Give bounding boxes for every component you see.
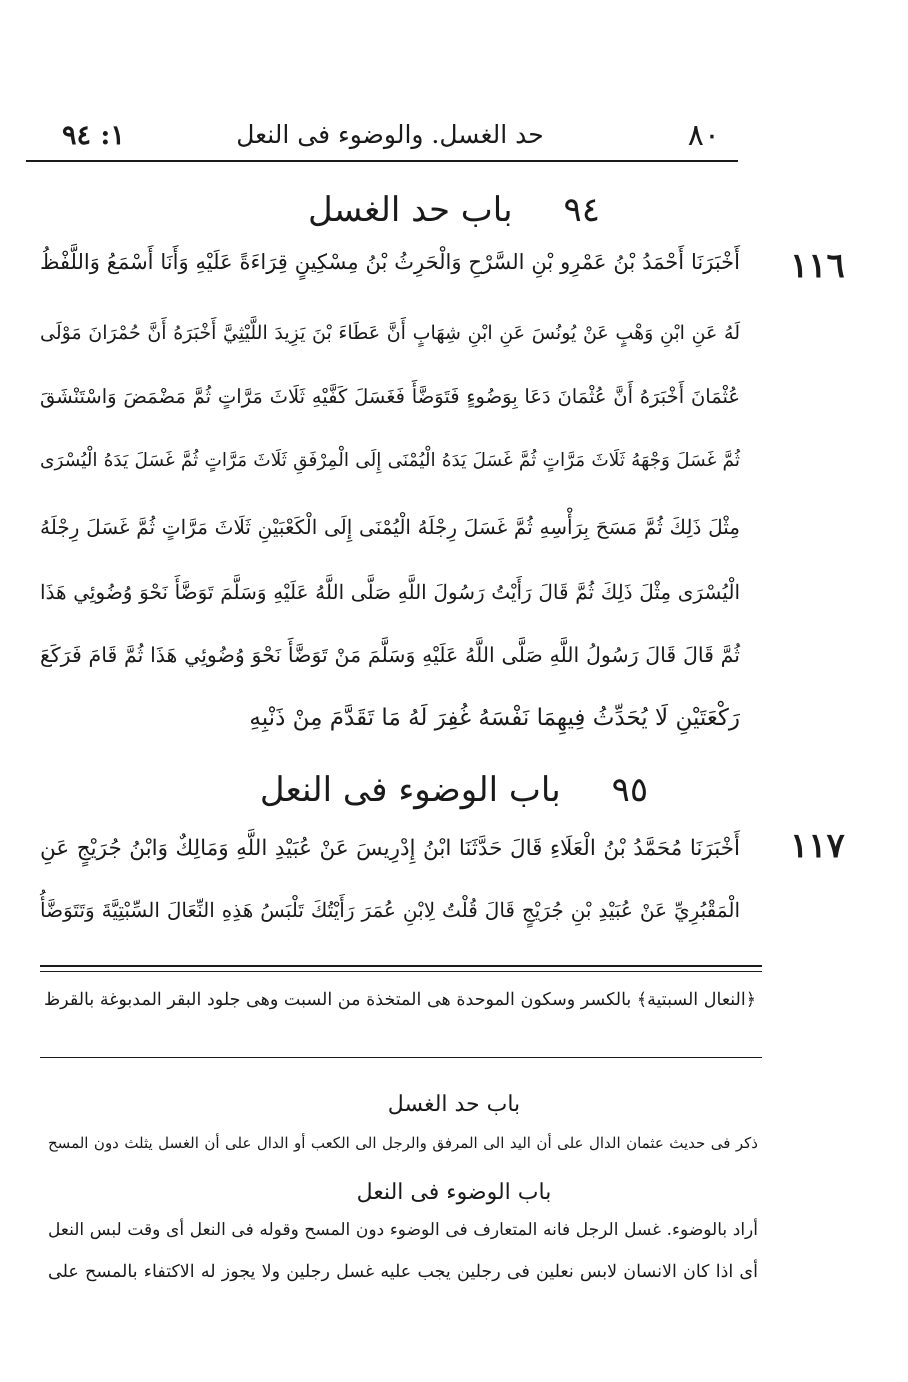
chapter-heading [0, 770, 908, 810]
hadith-line: أَخْبَرَنَا مُحَمَّدُ بْنُ الْعَلَاءِ قَالَ حَدَّثَنَا ابْنُ إِدْرِيسَ عَنْ عُبَيْدِ اللَّهِ وَمَالِكٌ وَابْنُ جُرَيْجٍ عَنِ [40, 836, 740, 861]
hadith-line: ثُمَّ قَالَ قَالَ رَسُولُ اللَّهِ صَلَّى اللَّهُ عَلَيْهِ وَسَلَّمَ مَنْ تَوَضَّأَ نَحْوَ وُضُوئِي هَذَا ثُمَّ قَامَ فَرَكَعَ [40, 643, 740, 667]
hadith-line: الْيُسْرَى مِثْلَ ذَلِكَ ثُمَّ قَالَ رَأَيْتُ رَسُولَ اللَّهِ صَلَّى اللَّهُ عَلَيْهِ وَسَلَّمَ تَوَضَّأَ نَحْوَ وُضُوئِي هَذَا [40, 580, 740, 604]
commentary-line: ذكر فى حديث عثمان الدال على أن اليد الى المرفق والرجل الى الكعب أو الدال على أن الغسل يثلث دون المسح [48, 1134, 758, 1152]
commentary-line: أراد بالوضوء. غسل الرجل فانه المتعارف فى الوضوء دون المسح وقوله فى النعل أى وقت لبس النعل [48, 1220, 758, 1240]
chapter-title: باب الوضوء فى النعل [259, 770, 561, 810]
hadith-line: لَهُ عَنِ ابْنِ وَهْبٍ عَنْ يُونُسَ عَنِ ابْنِ شِهَابٍ أَنَّ عَطَاءَ بْنَ يَزِيدَ اللَّيْثِيَّ أَخْبَرَهُ أَنَّ حُمْرَانَ مَوْلَى [40, 322, 740, 344]
hadith-line: مِثْلَ ذَلِكَ ثُمَّ مَسَحَ بِرَأْسِهِ ثُمَّ غَسَلَ رِجْلَهُ الْيُمْنَى إِلَى الْكَعْبَيْنِ ثَلَاثَ مَرَّاتٍ ثُمَّ غَسَلَ رِجْلَهُ [40, 515, 740, 539]
hadith-number: ١١٧ [790, 826, 845, 866]
hadith-line: الْمَقْبُرِيِّ عَنْ عُبَيْدِ بْنِ جُرَيْجٍ قَالَ قُلْتُ لِابْنِ عُمَرَ رَأَيْتُكَ تَلْبَسُ هَذِهِ النِّعَالَ السِّبْتِيَّةَ وَتَتَوَضَّأُ [40, 898, 740, 922]
running-title: حد الغسل. والوضوء فى النعل [236, 120, 544, 149]
hadith-line: ثُمَّ غَسَلَ وَجْهَهُ ثَلَاثَ مَرَّاتٍ ثُمَّ غَسَلَ يَدَهُ الْيُمْنَى إِلَى الْمِرْفَقِ ثَلَاثَ مَرَّاتٍ ثُمَّ غَسَلَ يَدَهُ الْيُسْرَى [40, 450, 740, 471]
hadith-line: عُثْمَانَ أَخْبَرَهُ أَنَّ عُثْمَانَ دَعَا بِوَضُوءٍ فَتَوَضَّأَ فَغَسَلَ كَفَّيْهِ ثَلَاثَ مَرَّاتٍ ثُمَّ مَضْمَضَ وَاسْتَنْشَقَ [40, 385, 740, 408]
footnote-rule [40, 965, 762, 967]
page-header [40, 112, 740, 160]
hadith-line: رَكْعَتَيْنِ لَا يُحَدِّثُ فِيهِمَا نَفْسَهُ غُفِرَ لَهُ مَا تَقَدَّمَ مِنْ ذَنْبِهِ [249, 705, 740, 731]
footnote: ﴿النعال السبتية﴾ بالكسر وسكون الموحدة هى المتخذة من السبت وهى جلود البقر المدبوغة بالقرظ [44, 990, 756, 1010]
commentary-heading: باب حد الغسل [387, 1092, 521, 1117]
chapter-title: باب حد الغسل [308, 190, 513, 230]
header-rule [26, 160, 738, 162]
commentary-rule [40, 1057, 762, 1058]
chapter-number: ٩٤ [563, 190, 600, 230]
page-number: ٨٠ [687, 118, 720, 153]
chapter-heading [0, 190, 908, 230]
hadith-line: أَخْبَرَنَا أَحْمَدُ بْنُ عَمْرِو بْنِ السَّرْحِ وَالْحَرِثُ بْنُ مِسْكِينٍ قِرَاءَةً عَلَيْهِ وَأَنَا أَسْمَعُ وَاللَّفْظُ [40, 250, 740, 274]
hadith-number: ١١٦ [790, 246, 845, 286]
chapter-number: ٩٥ [611, 770, 649, 810]
commentary-line: أى اذا كان الانسان لابس نعلين فى رجلين يجب عليه غسل رجلين ولا يجوز له الاكتفاء بالمسح على [48, 1262, 758, 1282]
section-reference: ١: ٩٤ [62, 120, 125, 151]
footnote-rule [40, 971, 762, 972]
commentary-heading: باب الوضوء فى النعل [356, 1180, 552, 1205]
